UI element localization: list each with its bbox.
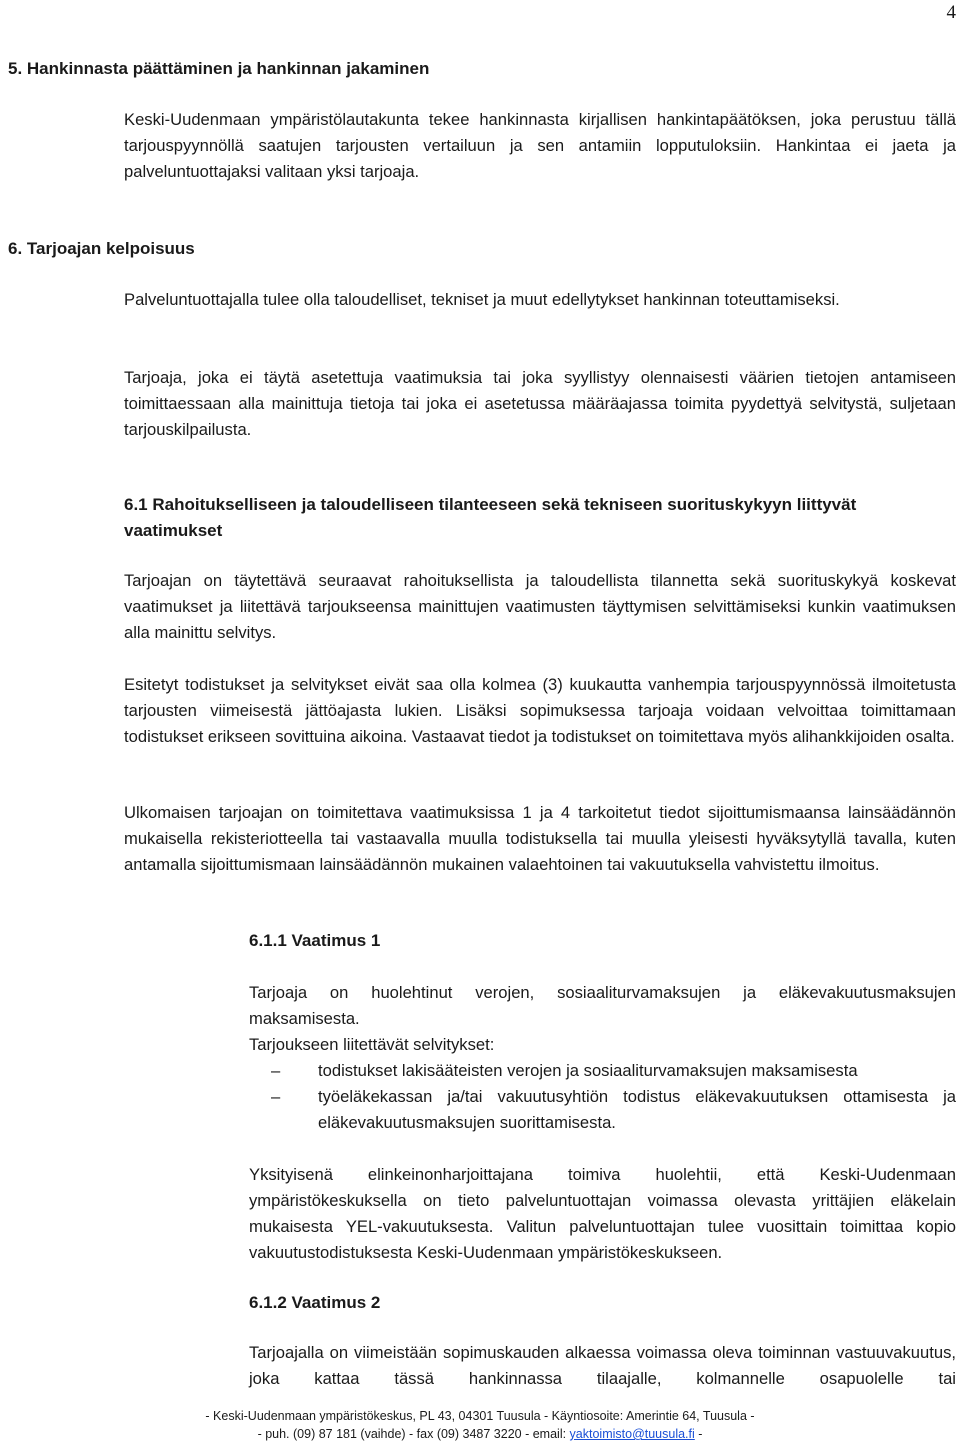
dash-bullet-icon: – xyxy=(271,1087,281,1106)
page-number: 4 xyxy=(946,2,956,23)
section-6-paragraph-2: Tarjoaja, joka ei täytä asetettuja vaatimuksia tai joka syyllistyy olennaisesti väärien tietojen antamiseen toimittaessaan alla mainittuja tietoja tai joka ei asetetussa määräajassa toimita pyydettyä selvitystä, suljetaan tarjouskilpailusta. xyxy=(124,368,956,439)
footer-contact: - puh. (09) 87 181 (vaihde) - fax (09) 3487 3220 - email: yaktoimisto@tuusula.fi - xyxy=(257,1427,703,1441)
section-6-1-paragraph-2: Esitetyt todistukset ja selvitykset eivät saa olla kolmea (3) kuukautta vanhempia tarjouspyynnössä ilmoitetusta tarjousten viimeisestä jättöajasta lukien. Lisäksi sopimuksessa tarjoaja voidaan velvoittaa toimittamaan todistukset erikseen sovittuina aikoina. Vastaavat tiedot ja todistukset on toimitettava myös alihankkijoiden osalta. xyxy=(124,675,956,746)
section-6-1-heading: 6.1 Rahoitukselliseen ja taloudelliseen tilanteeseen sekä tekniseen suorituskykyyn liittyvät vaatimukset xyxy=(124,495,857,540)
list-item: – todistukset lakisääteisten verojen ja sosiaaliturvamaksujen maksamisesta xyxy=(249,1058,956,1084)
section-5-heading: 5. Hankinnasta päättäminen ja hankinnan jakaminen xyxy=(8,59,430,78)
requirement-1-attachment-list xyxy=(249,1058,956,1136)
section-5-text: Keski-Uudenmaan ympäristölautakunta tekee hankinnasta kirjallisen hankintapäätöksen, joka perustuu tällä tarjouspyynnöllä saatujen tarjousten vertailuun ja sen antamiin lopputuloksiin. Hankintaa ei jaeta ja palveluntuottajaksi valitaan yksi tarjoaja. xyxy=(124,110,956,181)
section-6-paragraph-1: Palveluntuottajalla tulee olla taloudelliset, tekniset ja muut edellytykset hankinnan toteuttamiseksi. xyxy=(124,290,840,309)
list-item: – työeläkekassan ja/tai vakuutusyhtiön todistus eläkevakuutuksen ottamisesta ja eläkevakuutusmaksujen suorittamisesta. xyxy=(249,1084,956,1136)
email-link[interactable]: yaktoimisto@tuusula.fi xyxy=(569,1427,695,1441)
footer-address: - Keski-Uudenmaan ympäristökeskus, PL 43, 04301 Tuusula - Käyntiosoite: Amerintie 64, Tuusula - xyxy=(205,1409,755,1423)
section-6-heading: 6. Tarjoajan kelpoisuus xyxy=(8,239,195,258)
requirement-2-paragraph-1: Tarjoajalla on viimeistään sopimuskauden alkaessa voimassa oleva toiminnan vastuuvakuutus, joka kattaa tässä hankinnassa tilaajalle, kolmannelle osapuolelle tai xyxy=(249,1343,956,1388)
section-6-1-paragraph-3: Ulkomaisen tarjoajan on toimitettava vaatimuksissa 1 ja 4 tarkoitetut tiedot sijoittumismaansa lainsäädännön mukaisella rekisteriotteella tai vastaavalla muulla todistuksella tai muulla yleisesti hyväksytyllä tavalla, kuten antamalla sijoittumismaan lainsäädännön mukainen valaehtoinen tai vakuutuksella vahvistettu ilmoitus. xyxy=(124,803,956,874)
requirement-1-paragraph-1: Tarjoaja on huolehtinut verojen, sosiaaliturvamaksujen ja eläkevakuutusmaksujen maksamisesta. xyxy=(249,983,956,1028)
requirement-2-heading: 6.1.2 Vaatimus 2 xyxy=(249,1293,381,1312)
dash-bullet-icon: – xyxy=(271,1061,281,1080)
section-6-1-paragraph-1: Tarjoajan on täytettävä seuraavat rahoituksellista ja taloudellista tilannetta sekä suorituskykyä koskevat vaatimukset ja liitettävä tarjoukseensa mainittujen vaatimusten täyttymisen selvittämiseksi kunkin vaatimuksen alla mainittu selvitys. xyxy=(124,571,956,642)
requirement-1-paragraph-3: Yksityisenä elinkeinonharjoittajana toimiva huolehtii, että Keski-Uudenmaan ympäristökeskuksella on tieto palveluntuottajan voimassa olevasta yrittäjien eläkelain mukaisesta YEL-vakuutuksesta. Valitun palveluntuottajan tulee vuosittain toimittaa kopio vakuutustodistuksesta Keski-Uudenmaan ympäristökeskukseen. xyxy=(249,1165,956,1262)
requirement-1-heading: 6.1.1 Vaatimus 1 xyxy=(249,931,381,950)
requirement-1-attachments-label: Tarjoukseen liitettävät selvitykset: xyxy=(249,1035,495,1054)
